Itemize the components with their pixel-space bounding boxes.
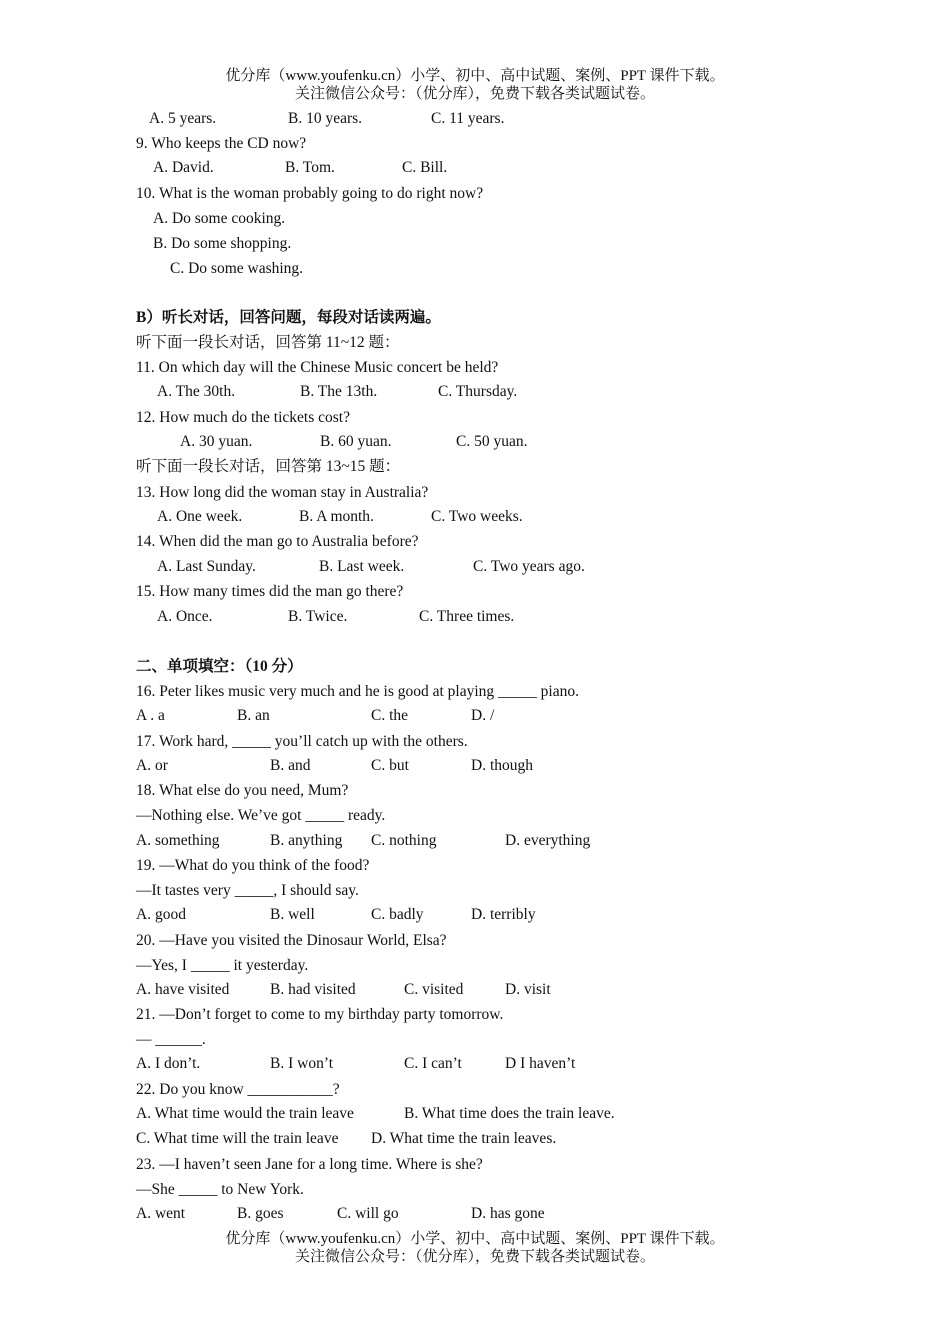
q17-option-d: D. though: [471, 757, 533, 774]
q12-option-a: A. 30 yuan.: [180, 433, 253, 450]
section-b-intro-2: 听下面一段长对话，回答第 13~15 题：: [136, 458, 401, 475]
q22-stem: 22. Do you know ___________?: [136, 1081, 340, 1098]
q16-option-d: D. /: [471, 707, 495, 724]
q10-option-a: A. Do some cooking.: [153, 210, 286, 227]
q18-option-a: A. something: [136, 832, 220, 849]
q12-stem: 12. How much do the tickets cost?: [136, 409, 350, 426]
q22-option-d: D. What time the train leaves.: [371, 1130, 557, 1147]
q12-option-c: C. 50 yuan.: [456, 433, 528, 450]
q14-option-a: A. Last Sunday.: [157, 558, 256, 575]
q23-option-b: B. goes: [237, 1205, 284, 1222]
q21-reply: — ______.: [136, 1031, 206, 1048]
q23-option-a: A. went: [136, 1205, 186, 1222]
q14-option-c: C. Two years ago.: [473, 558, 585, 575]
q23-reply: —She _____ to New York.: [136, 1181, 304, 1198]
q23-stem: 23. —I haven’t seen Jane for a long time. Where is she?: [136, 1156, 483, 1173]
q11-option-b: B. The 13th.: [300, 383, 378, 400]
q19-option-d: D. terribly: [471, 906, 536, 923]
q21-option-d: D I haven’t: [505, 1055, 576, 1072]
q16-option-b: B. an: [237, 707, 270, 724]
q16-option-c: C. the: [371, 707, 409, 724]
section-b-intro-1: 听下面一段长对话，回答第 11~12 题：: [136, 334, 400, 351]
q21-option-b: B. I won’t: [270, 1055, 334, 1072]
q14-stem: 14. When did the man go to Australia before?: [136, 533, 419, 550]
q16-stem: 16. Peter likes music very much and he is good at playing _____ piano.: [136, 683, 579, 700]
q17-option-c: C. but: [371, 757, 409, 774]
q8-option-b: B. 10 years.: [288, 110, 363, 127]
page-footer: [0, 1230, 950, 1266]
q15-stem: 15. How many times did the man go there?: [136, 583, 404, 600]
q15-option-c: C. Three times.: [419, 608, 515, 625]
q16-option-a: A . a: [136, 707, 165, 724]
q8-option-a: A. 5 years.: [149, 110, 217, 127]
q17-stem: 17. Work hard, _____ you’ll catch up with the others.: [136, 733, 468, 750]
q9-option-b: B. Tom.: [285, 159, 335, 176]
q21-option-a: A. I don’t.: [136, 1055, 201, 1072]
q15-option-b: B. Twice.: [288, 608, 348, 625]
header-line-1: 优分库（www.youfenku.cn）小学、初中、高中试题、案例、PPT 课件下载。: [225, 68, 725, 84]
q13-option-c: C. Two weeks.: [431, 508, 523, 525]
q12-option-b: B. 60 yuan.: [320, 433, 392, 450]
q22-option-c: C. What time will the train leave: [136, 1130, 339, 1147]
q20-option-d: D. visit: [505, 981, 551, 998]
q9-option-c: C. Bill.: [402, 159, 448, 176]
q17-option-b: B. and: [270, 757, 311, 774]
q19-reply: —It tastes very _____, I should say.: [136, 882, 359, 899]
q11-option-a: A. The 30th.: [157, 383, 236, 400]
q11-option-c: C. Thursday.: [438, 383, 518, 400]
q22-option-b: B. What time does the train leave.: [404, 1105, 615, 1122]
q9-stem: 9. Who keeps the CD now?: [136, 135, 307, 152]
q21-option-c: C. I can’t: [404, 1055, 462, 1072]
q18-stem: 18. What else do you need, Mum?: [136, 782, 349, 799]
q10-stem: 10. What is the woman probably going to do right now?: [136, 185, 484, 202]
q14-option-b: B. Last week.: [319, 558, 405, 575]
q20-option-a: A. have visited: [136, 981, 230, 998]
q18-option-c: C. nothing: [371, 832, 437, 849]
q23-option-d: D. has gone: [471, 1205, 545, 1222]
header-line-2: 关注微信公众号：（优分库），免费下载各类试题试卷。: [294, 86, 655, 102]
q15-option-a: A. Once.: [157, 608, 213, 625]
q17-option-a: A. or: [136, 757, 168, 774]
section-2-title: 二、单项填空：（10 分）: [136, 658, 303, 675]
q18-option-d: D. everything: [505, 832, 591, 849]
q19-option-b: B. well: [270, 906, 315, 923]
q21-stem: 21. —Don’t forget to come to my birthday party tomorrow.: [136, 1006, 504, 1023]
q18-reply: —Nothing else. We’ve got _____ ready.: [136, 807, 386, 824]
footer-line-1: 优分库（www.youfenku.cn）小学、初中、高中试题、案例、PPT 课件下载。: [225, 1231, 725, 1247]
q13-stem: 13. How long did the woman stay in Australia?: [136, 484, 429, 501]
q23-option-c: C. will go: [337, 1205, 399, 1222]
q20-reply: —Yes, I _____ it yesterday.: [136, 957, 309, 974]
section-b-title: B）听长对话，回答问题，每段对话读两遍。: [136, 309, 441, 326]
q18-option-b: B. anything: [270, 832, 343, 849]
q11-stem: 11. On which day will the Chinese Music concert be held?: [136, 359, 499, 376]
page-header: [0, 67, 950, 103]
q22-option-a: A. What time would the train leave: [136, 1105, 354, 1122]
q13-option-b: B. A month.: [299, 508, 374, 525]
q8-option-c: C. 11 years.: [431, 110, 505, 127]
q20-stem: 20. —Have you visited the Dinosaur World, Elsa?: [136, 932, 447, 949]
q19-stem: 19. —What do you think of the food?: [136, 857, 370, 874]
q20-option-b: B. had visited: [270, 981, 356, 998]
q10-option-c: C. Do some washing.: [170, 260, 304, 277]
footer-line-2: 关注微信公众号：（优分库），免费下载各类试题试卷。: [294, 1249, 655, 1265]
q10-option-b: B. Do some shopping.: [153, 235, 292, 252]
q9-option-a: A. David.: [153, 159, 214, 176]
q19-option-c: C. badly: [371, 906, 424, 923]
q20-option-c: C. visited: [404, 981, 464, 998]
q13-option-a: A. One week.: [157, 508, 243, 525]
q19-option-a: A. good: [136, 906, 186, 923]
